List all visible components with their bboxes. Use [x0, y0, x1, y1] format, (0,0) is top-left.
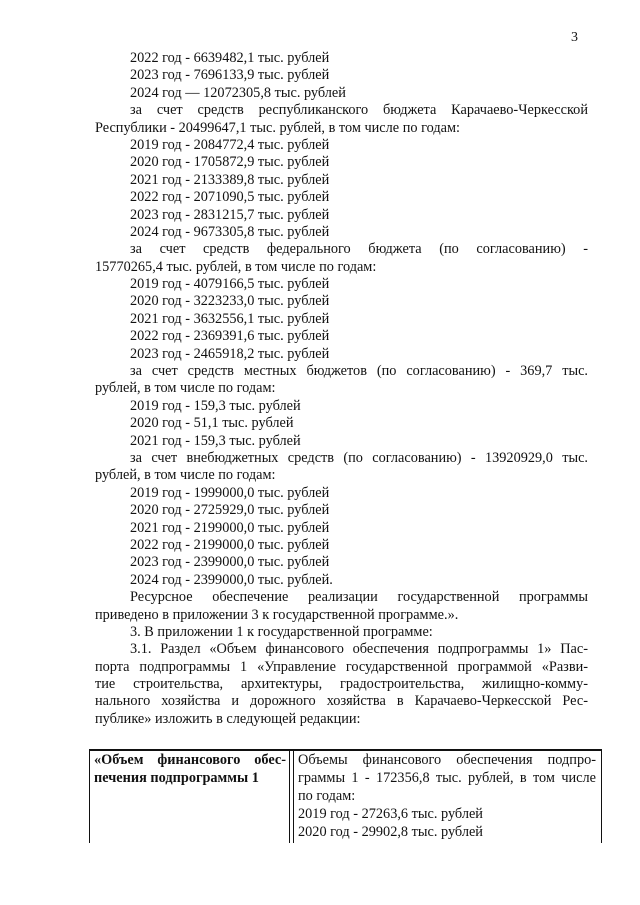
text-line: за счет средств местных бюджетов (по согласованию) - 369,7 тыс.: [130, 363, 588, 380]
text-line: публике» изложить в следующей редакции:: [95, 710, 361, 727]
text-line: порта подпрограммы 1 «Управление государственной программой «Разви-: [95, 658, 588, 675]
text-line: 2022 год - 6639482,1 тыс. рублей: [130, 50, 330, 66]
table-value-line: по годам:: [298, 788, 356, 804]
text-line: 2020 год - 2725929,0 тыс. рублей: [130, 502, 330, 519]
text-line: 2022 год - 2369391,6 тыс. рублей: [130, 328, 330, 345]
text-line: рублей, в том числе по годам:: [95, 467, 276, 484]
table-value-line: граммы 1 - 172356,8 тыс. рублей, в том числе: [298, 770, 596, 786]
text-line: 2023 год - 7696133,9 тыс. рублей: [130, 67, 330, 84]
text-line: 2019 год - 2084772,4 тыс. рублей: [130, 136, 330, 153]
text-line: за счет средств федерального бюджета (по согласованию) -: [130, 241, 588, 258]
text-line: 2019 год - 4079166,5 тыс. рублей: [130, 276, 330, 293]
table-value-line: 2020 год - 29902,8 тыс. рублей: [298, 824, 483, 840]
text-line: 2020 год - 51,1 тыс. рублей: [130, 415, 294, 432]
text-line: нального хозяйства и дорожного хозяйства в Карачаево-Черкесской Рес-: [95, 693, 588, 710]
text-line: Республики - 20499647,1 тыс. рублей, в том числе по годам:: [95, 119, 460, 136]
table-label-cell: [90, 751, 290, 843]
text-line: 2020 год - 1705872,9 тыс. рублей: [130, 154, 330, 171]
text-line: 2020 год - 3223233,0 тыс. рублей: [130, 293, 330, 310]
text-line: 2023 год - 2831215,7 тыс. рублей: [130, 206, 330, 223]
document-body: [95, 50, 588, 728]
text-line: рублей, в том числе по годам:: [95, 380, 276, 397]
text-line: 2019 год - 1999000,0 тыс. рублей: [130, 484, 330, 501]
text-line: 2021 год - 2199000,0 тыс. рублей: [130, 519, 330, 536]
table-value-line: Объемы финансового обеспечения подпро-: [298, 752, 596, 768]
text-line: 2021 год - 159,3 тыс. рублей: [130, 432, 301, 449]
text-line: 2024 год — 12072305,8 тыс. рублей: [130, 84, 346, 101]
text-line: тие строительства, архитектуры, градостроительства, жилищно-комму-: [95, 676, 588, 693]
text-line: 2021 год - 3632556,1 тыс. рублей: [130, 310, 330, 327]
text-line: 2021 год - 2133389,8 тыс. рублей: [130, 171, 330, 188]
text-line: 3.1. Раздел «Объем финансового обеспечения подпрограммы 1» Пас-: [130, 641, 588, 658]
text-line: 3. В приложении 1 к государственной программе:: [130, 623, 433, 640]
table-value-cell: [293, 751, 599, 843]
subprogram-funding-table: [89, 749, 602, 843]
text-line: 2024 год - 2399000,0 тыс. рублей.: [130, 571, 333, 588]
text-line: 2022 год - 2199000,0 тыс. рублей: [130, 536, 330, 553]
table-value-line: 2019 год - 27263,6 тыс. рублей: [298, 806, 483, 822]
table-label-line: печения подпрограммы 1: [94, 770, 259, 786]
text-line: 2019 год - 159,3 тыс. рублей: [130, 397, 301, 414]
table-label-line: «Объем финансового обес-: [94, 752, 286, 768]
text-line: 2023 год - 2399000,0 тыс. рублей: [130, 554, 330, 571]
text-line: 2022 год - 2071090,5 тыс. рублей: [130, 189, 330, 206]
text-line: 2023 год - 2465918,2 тыс. рублей: [130, 345, 330, 362]
text-line: 15770265,4 тыс. рублей, в том числе по годам:: [95, 258, 377, 275]
page-number: 3: [571, 30, 578, 45]
text-line: 2024 год - 9673305,8 тыс. рублей: [130, 223, 330, 240]
text-line: Ресурсное обеспечение реализации государственной программы: [130, 589, 588, 606]
text-line: приведено в приложении 3 к государственной программе.».: [95, 606, 459, 623]
text-line: за счет средств республиканского бюджета Карачаево-Черкесской: [130, 102, 588, 119]
text-line: за счет внебюджетных средств (по согласованию) - 13920929,0 тыс.: [130, 449, 588, 466]
